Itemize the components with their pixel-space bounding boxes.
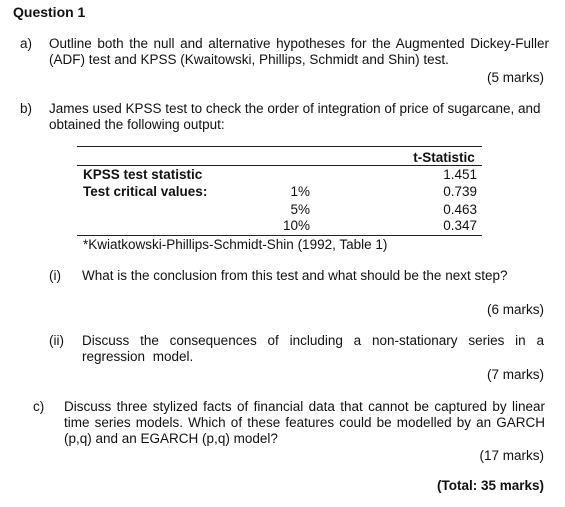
table-bottom-rule	[77, 235, 482, 236]
critical-level-5: 5%	[290, 202, 310, 217]
critical-level-1: 1%	[290, 184, 310, 199]
part-c-marks: (17 marks)	[479, 448, 544, 463]
critical-level-10: 10%	[282, 218, 310, 233]
part-c-text: Discuss three stylized facts of financial data that cannot be captured by linear time series models. Which of these features could be modelled by an GARCH (p,q) and an EGARCH (p,q) model?	[64, 399, 545, 446]
critical-value-1: 0.739	[443, 184, 477, 199]
part-c-label: c)	[33, 399, 45, 414]
table-footnote: *Kwiatkowski-Phillips-Schmidt-Shin (1992, Table 1)	[83, 237, 388, 252]
sub-ii-label: (ii)	[49, 333, 64, 348]
sub-i-text: What is the conclusion from this test and what should be the next step?	[82, 268, 508, 283]
part-a-label: a)	[20, 36, 33, 51]
part-a-marks: (5 marks)	[487, 70, 544, 85]
critical-value-10: 0.347	[443, 218, 477, 233]
question-title: Question 1	[13, 4, 86, 20]
total-marks: (Total: 35 marks)	[436, 478, 544, 493]
sub-i-label: (i)	[49, 268, 61, 283]
part-a-text: Outline both the null and alternative hypotheses for the Augmented Dickey-Fuller (ADF) test and KPSS (Kwaitowski, Phillips, Schmidt and Shin) test.	[49, 36, 549, 67]
critical-values-label: Test critical values:	[83, 184, 208, 199]
table-header-rule	[77, 165, 482, 166]
kpss-statistic-value: 1.451	[443, 167, 477, 182]
table-top-rule	[77, 146, 482, 147]
t-statistic-header: t-Statistic	[413, 150, 475, 165]
sub-ii-marks: (7 marks)	[487, 367, 544, 382]
sub-i-marks: (6 marks)	[487, 302, 544, 317]
critical-value-5: 0.463	[443, 202, 477, 217]
sub-ii-text: Discuss the consequences of including a non-stationary series in a regression model.	[82, 333, 544, 364]
kpss-statistic-label: KPSS test statistic	[83, 167, 203, 182]
part-b-label: b)	[20, 101, 33, 116]
part-b-text: James used KPSS test to check the order of integration of price of sugarcane, and obtained the following output:	[49, 101, 541, 132]
